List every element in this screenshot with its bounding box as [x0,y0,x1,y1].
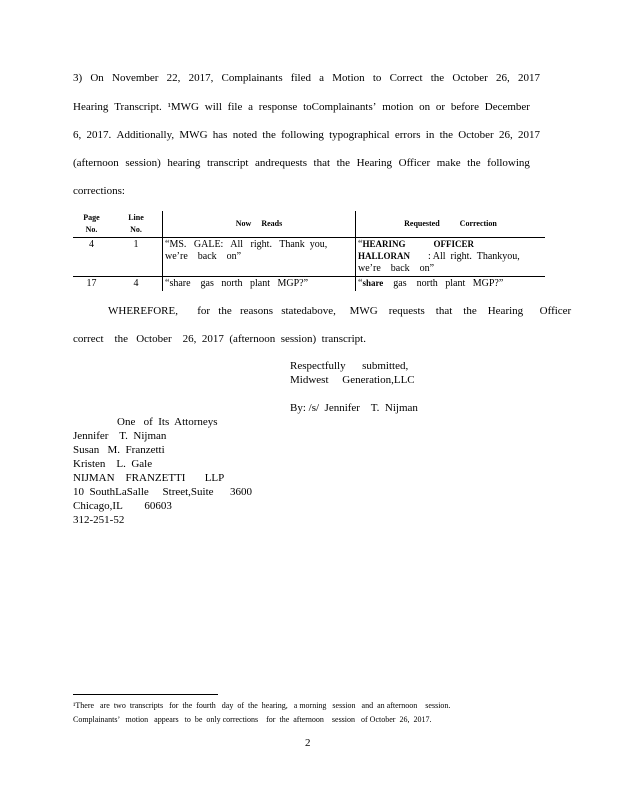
header-line [110,211,163,238]
para3-word: before [450,101,479,113]
para3-word: motion [382,101,414,113]
row1-req-quote: “ [358,239,363,250]
para3-word: 26, [496,72,510,84]
para3-word: MWG [179,129,208,141]
para3-word: has [212,129,228,141]
para3-line2 [73,101,530,114]
row1-req-text: : All right. Thankyou, [428,251,520,262]
para3-word: 2017 [517,129,540,141]
wherefore-line2: correct the October 26, 2017 (afternoon session) transcript. [73,333,366,345]
para3-word: ¹MWG [167,101,199,113]
para3-word: on [419,101,431,113]
para3-line4 [73,157,530,170]
para3-word: 6, [73,129,82,141]
row2-page: 17 [86,278,97,289]
company-name: Midwest Generation,LLC [290,374,415,386]
para3-word: the [262,129,276,141]
para3-word: 26, [498,129,513,141]
para3-word: Officer [398,157,431,169]
para3-line3 [73,129,540,142]
para3-word: following [487,157,530,169]
para3-word: transcript [206,157,249,169]
para3-word: (afternoon [73,157,119,169]
wherefore-line1: WHEREFORE, for the reasons statedabove, MWG requests that the Hearing Officer [108,305,572,317]
header-line-line2: No. [130,225,142,234]
row1-requested [356,238,546,277]
respectfully-submitted: Respectfully submitted, [290,360,409,372]
para3-word: the [467,157,481,169]
row1-req-line3: we’re back on” [358,263,435,274]
row2-req-text: gas north plant MGP?” [393,278,504,289]
para3-word: 2017. [86,129,112,141]
footnote-line1: ¹There are two transcripts for the fourth day of the hearing, a morning session and an afternoon session. [73,701,451,710]
footnote-rule [73,694,218,695]
para3-line5: corrections: [73,185,125,197]
para3-word: response [258,101,298,113]
row1-line: 1 [110,238,163,277]
para3-word: typographical [329,129,390,141]
para3-word: file [227,101,243,113]
para3-word: Hearing [356,157,393,169]
attorney-line: Jennifer T. Nijman [73,430,167,442]
header-now-reads: Now Reads [163,211,356,238]
para3-word: in [425,129,435,141]
row1-req-halloran: HALLORAN [358,251,411,261]
para3-word: that [313,157,331,169]
para3-word: October [458,129,494,141]
para3-word: October [452,72,488,84]
para3-word: the [430,72,445,84]
corrections-table [73,211,545,291]
header-line-line1: Line [128,213,144,222]
header-page-line2: No. [85,225,98,234]
attorney-line: Kristen L. Gale [73,458,153,470]
row1-now-reads [163,238,356,277]
table-header-row [73,211,545,238]
row1-page: 4 [73,238,110,277]
para3-word: toComplainants’ [303,101,377,113]
para3-word: the [336,157,351,169]
para3-word: following [281,129,324,141]
para3-word: will [204,101,222,113]
para3-word: to [372,72,382,84]
para3-word: session) [125,157,161,169]
signature-by: By: /s/ Jennifer T. Nijman [290,402,418,414]
para3-word: On [90,72,104,84]
para3-word: filed [290,72,311,84]
para3-word: Additionally, [116,129,175,141]
row2-req-quote: “ [358,278,363,289]
para3-word: a [248,101,254,113]
row2-req-share: share [362,278,384,288]
row1-now-line2: we’re back on” [165,251,242,262]
footnote-line2: Complainants’ motion appears to be only corrections for the afternoon session of October 26, 2017. [73,715,432,724]
para3-word: andrequests [255,157,307,169]
para3-word: 2017 [517,72,540,84]
para3-word: a [319,72,325,84]
table-row [73,277,545,292]
table-row [73,238,545,277]
page-number: 2 [305,737,311,749]
header-page-line1: Page [83,213,100,222]
row1-req-hearing: HEARING [362,239,406,249]
firm-phone: 312-251-52 [73,514,125,526]
para3-word: 22, [166,72,181,84]
para3-word: noted [232,129,258,141]
para3-word: Complainants [221,72,283,84]
attorney-line: Susan M. Franzetti [73,444,165,456]
row2-line: 4 [110,277,163,292]
firm-city: Chicago,IL 60603 [73,500,172,512]
row1-now-line1: “MS. GALE: All right. Thank you, [165,239,328,250]
para3-word: Transcript. [114,101,162,113]
firm-address: 10 SouthLaSalle Street,Suite 3600 [73,486,253,498]
row2-requested [356,277,546,292]
firm-name: NIJMAN FRANZETTI LLP [73,472,225,484]
para3-word: 3) [73,72,83,84]
header-page [73,211,110,238]
para3-word: or [435,101,446,113]
para3-word: Correct [389,72,423,84]
row2-now-reads: “share gas north plant MGP?” [163,277,356,292]
row1-req-officer: OFFICER [433,239,474,249]
para3-word: 2017, [188,72,214,84]
para3-word: Motion [332,72,365,84]
para3-word: make [436,157,461,169]
header-requested-correction: Requested Correction [356,211,546,238]
one-of-its-attorneys: One of Its Attorneys [117,416,218,428]
para3-word: hearing [167,157,201,169]
para3-line1 [73,72,540,85]
para3-word: Hearing [73,101,109,113]
para3-word: November [112,72,159,84]
para3-word: errors [394,129,421,141]
para3-word: the [439,129,454,141]
para3-word: December [484,101,530,113]
